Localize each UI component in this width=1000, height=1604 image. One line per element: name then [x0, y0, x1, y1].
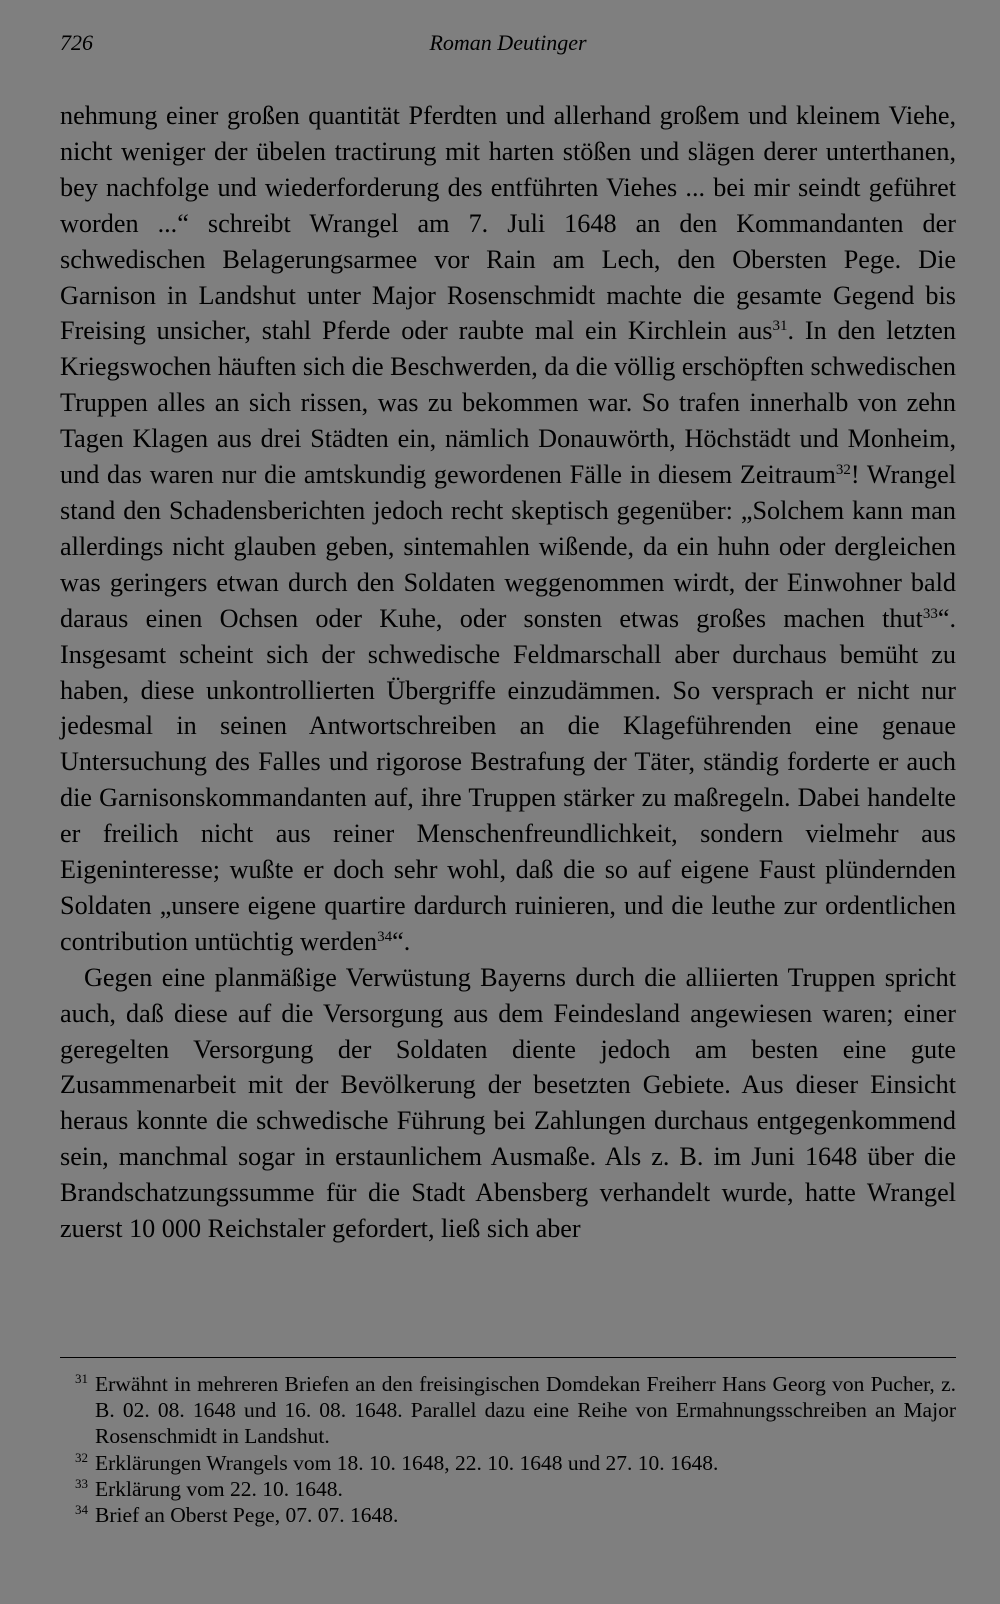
- footnote-text: Brief an Oberst Pege, 07. 07. 1648.: [95, 1503, 399, 1528]
- paragraph-1-text-3: ! Wrangel stand den Schadensberichten jedoch recht skeptisch gegenüber: „Solchem kann man allerdings nicht glauben geben, sintemahlen wißende, da ein huhn oder dergleichen was geringers etwan durch den Soldaten weggenommen wirdt, der Einwohner bald daraus einen Ochsen oder Kuhe, oder sonsten etwas großes machen thut: [60, 460, 956, 633]
- footnote-number-text: 32: [75, 1449, 88, 1465]
- footnote-34: [60, 1502, 956, 1528]
- body-text: [60, 98, 956, 1247]
- footnote-number-text: 31: [75, 1371, 88, 1386]
- footnote-number: [60, 1371, 88, 1397]
- paragraph-2: Gegen eine planmäßige Verwüstung Bayerns durch die alliierten Truppen spricht auch, daß diese auf die Versorgung aus dem Feindesland angewiesen waren; einer geregelten Versorgung der Soldaten diente jedoch am besten eine gute Zusammenarbeit mit der Bevölkerung der besetzten Gebiete. Aus dieser Einsicht heraus konnte die schwedische Führung bei Zahlungen durchaus entgegenkommend sein, manchmal sogar in erstaunlichem Ausmaße. Als z. B. im Juni 1648 über die Brandschatzungssumme für die Stadt Abensberg verhandelt wurde, hatte Wrangel zuerst 10 000 Reichstaler gefordert, ließ sich aber: [60, 962, 956, 1244]
- footnote-number: [60, 1476, 88, 1502]
- running-head: [60, 30, 956, 62]
- paragraph-1-text-2: . In den letzten Kriegswochen häuften sich die Beschwerden, da die völlig erschöpften schwedischen Truppen alles an sich rissen, was zu bekommen war. So trafen innerhalb von zehn Tagen Klagen aus drei Städten ein, nämlich Donauwörth, Höchstädt und Monheim, und das waren nur die amtskundig gewordenen Fälle in diesem Zeitraum: [60, 316, 956, 490]
- footnote-ref-31: 31: [772, 318, 788, 335]
- footnotes: [60, 1371, 956, 1528]
- paragraph-1: [60, 98, 956, 960]
- footnote-text: Erklärungen Wrangels vom 18. 10. 1648, 22. 10. 1648 und 27. 10. 1648.: [95, 1450, 719, 1475]
- footnote-number-text: 33: [75, 1475, 88, 1491]
- paragraph-1-text-4: “. Insgesamt scheint sich der schwedische Feldmarschall aber durchaus bemüht zu haben, diese unkontrollierten Übergriffe einzudämmen. So versprach er nicht nur jedesmal in seinen Antwortschreiben an die Klageführenden eine genaue Untersuchung des Falles und rigorose Bestrafung der Täter, ständig forderte er auch die Garnisonskommandanten auf, ihre Truppen stärker zu maßregeln. Dabei handelte er freilich nicht aus reiner Menschenfreundlichkeit, sondern vielmehr aus Eigeninteresse; wußte er doch sehr wohl, daß die so auf eigene Faust plündernden Soldaten „unsere eigene quartire dardurch ruinieren, und die leuthe zur ordentlichen contribution untüchtig werden: [60, 603, 956, 956]
- footnote-ref-34: 34: [377, 928, 393, 945]
- paragraph-1-text-1: nehmung einer großen quantität Pferdten und allerhand großem und kleinem Viehe, nicht weniger der übelen tractirung mit harten stößen und slägen derer unterthanen, bey nachfolge und wiederforderung des entführten Viehes ... bei mir seindt geführet worden ...“ schreibt Wrangel am 7. Juli 1648 an den Kommandanten der schwedischen Belagerungsarmee vor Rain am Lech, den Obersten Pege. Die Garnison in Landshut unter Major Rosenschmidt machte die gesamte Gegend bis Freising unsicher, stahl Pferde oder raubte mal ein Kirchlein aus: [60, 101, 956, 346]
- footnote-ref-32: 32: [835, 462, 851, 479]
- footnote-text: Erklärung vom 22. 10. 1648.: [95, 1476, 343, 1501]
- footnote-text: Erwähnt in mehreren Briefen an den freisingischen Domdekan Freiherr Hans Georg von Pucher, z. B. 02. 08. 1648 und 16. 08. 1648. Parallel dazu eine Reihe von Ermahnungsschreiben an Major Rosenschmidt in Landshut.: [95, 1372, 956, 1449]
- page-number: 726: [60, 30, 93, 55]
- footnote-31: [60, 1371, 956, 1450]
- footnote-33: [60, 1476, 956, 1502]
- footnote-ref-33: 33: [922, 605, 938, 622]
- running-title: Roman Deutinger: [429, 30, 587, 55]
- footnote-rule: [60, 1357, 956, 1358]
- footnote-32: [60, 1450, 956, 1476]
- footnote-number-text: 34: [75, 1502, 88, 1518]
- footnote-number: [60, 1450, 88, 1476]
- paragraph-1-text-5: “.: [392, 926, 411, 956]
- footnote-number: [60, 1502, 88, 1528]
